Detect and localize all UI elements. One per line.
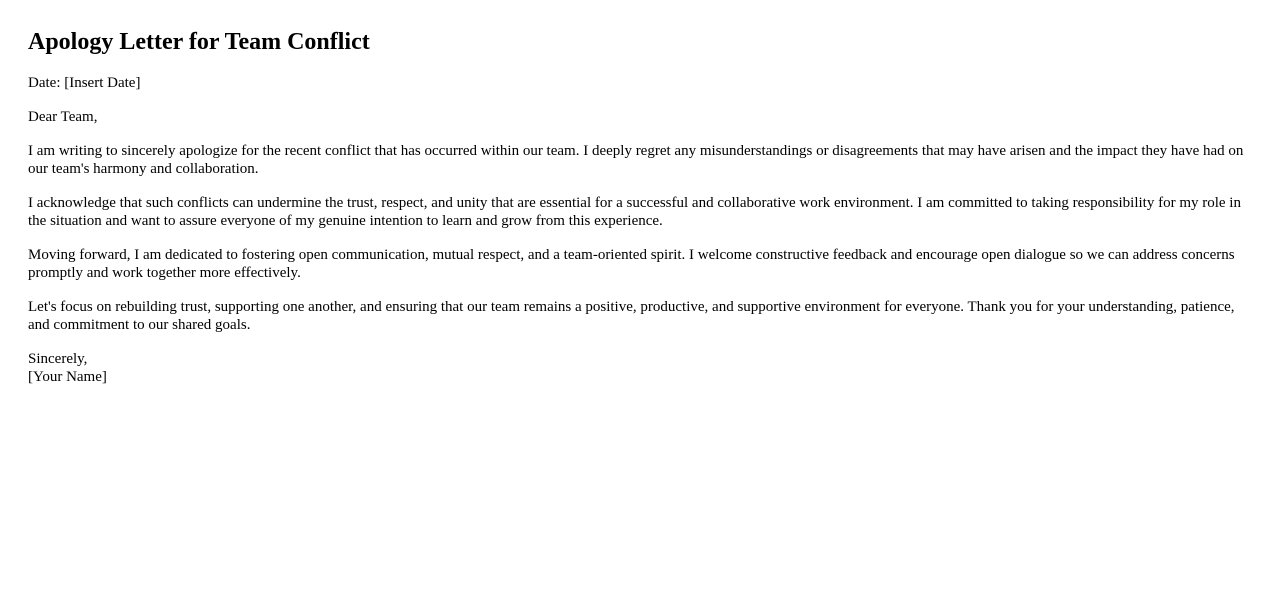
body-paragraph: Moving forward, I am dedicated to fostering open communication, mutual respect, and a team-oriented spirit. I welcome constructive feedback and encourage open dialogue so we can address concerns promptly and work together more effectively. bbox=[28, 247, 1235, 281]
body-paragraph: I am writing to sincerely apologize for the recent conflict that has occurred within our team. I deeply regret any misunderstandings or disagreements that may have arisen and the impact they have had on our team's harmony and collaboration. bbox=[28, 143, 1244, 177]
salutation: Dear Team, bbox=[28, 109, 98, 125]
page-title: Apology Letter for Team Conflict bbox=[28, 29, 370, 55]
signature: [Your Name] bbox=[28, 369, 107, 385]
closing-block bbox=[28, 350, 1250, 386]
body-paragraph: I acknowledge that such conflicts can undermine the trust, respect, and unity that are essential for a successful and collaborative work environment. I am committed to taking responsibility for my role in the situation and want to assure everyone of my genuine intention to learn and grow from this experience. bbox=[28, 195, 1241, 229]
body-paragraph: Let's focus on rebuilding trust, supporting one another, and ensuring that our team remains a positive, productive, and supportive environment for everyone. Thank you for your understanding, patience, and commitment to our shared goals. bbox=[28, 299, 1235, 333]
date-line: Date: [Insert Date] bbox=[28, 75, 141, 91]
closing-text: Sincerely, bbox=[28, 351, 88, 367]
